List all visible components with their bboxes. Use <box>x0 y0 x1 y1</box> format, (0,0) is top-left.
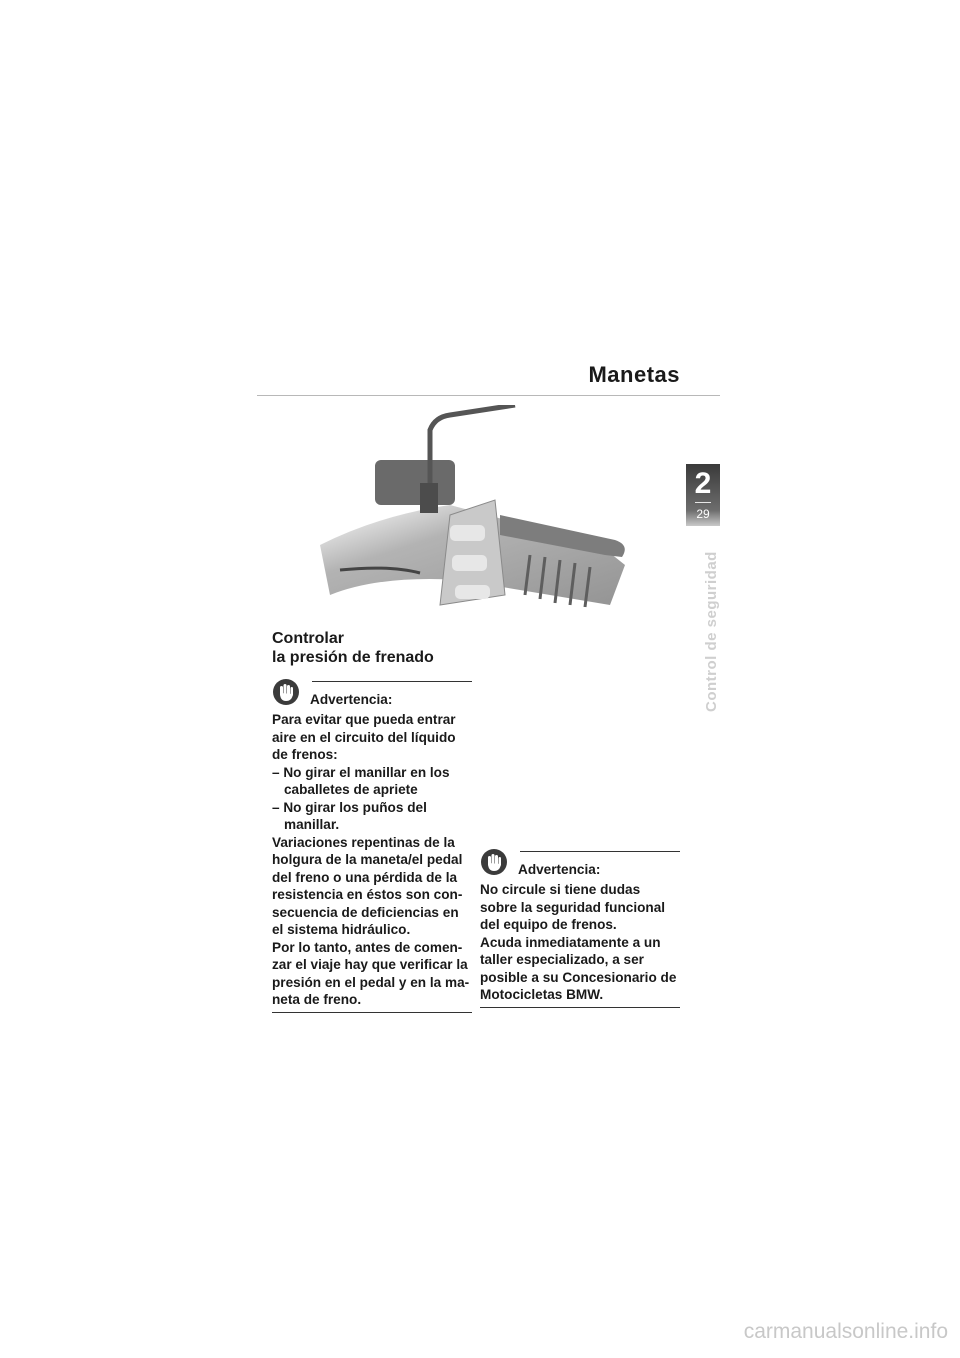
section-side-label <box>688 551 720 742</box>
warning-box-1 <box>272 681 472 1013</box>
section-heading-line1: Controlar <box>272 630 344 647</box>
warning-title: Advertencia: <box>518 862 601 877</box>
warning-text: No circule si tiene dudas sobre la seguridad funcional del equipo de frenos. <box>480 882 666 932</box>
section-side-label-text: Control de seguridad <box>703 551 720 712</box>
section-heading-line2: la presión de frenado <box>272 649 434 666</box>
watermark: carmanualsonline.info <box>743 1320 948 1343</box>
warning-divider <box>520 851 680 852</box>
warning-text: Variaciones repentinas de la holgura de la maneta/el pedal del freno o una pérdida de la resistencia en éstos son con- secuencia de deficiencias en el sistema hidráulico. <box>272 834 463 937</box>
warning-divider <box>312 681 472 682</box>
warning-bottom-divider <box>272 1012 472 1013</box>
warning-title: Advertencia: <box>310 692 393 707</box>
hand-stop-icon <box>272 678 300 706</box>
warning-text: Por lo tanto, antes de comen- zar el viaje hay que verificar la presión en el pedal y en la ma- neta de freno. <box>272 939 470 1007</box>
warning-box-2 <box>480 851 680 1008</box>
page-title: Manetas <box>588 362 680 387</box>
warning-text: Acuda inmediatamente a un taller especializado, a ser posible a su Concesionario de Motocicletas BMW. <box>480 934 677 1002</box>
section-heading <box>272 629 472 667</box>
brake-lever-illustration <box>300 405 630 625</box>
chapter-tab <box>686 464 720 526</box>
header-divider <box>257 395 720 396</box>
warning-bottom-divider <box>480 1007 680 1008</box>
chapter-number: 2 <box>694 467 712 500</box>
hand-stop-icon <box>480 848 508 876</box>
chapter-divider <box>695 502 711 503</box>
warning-list-item: – No girar el manillar en los caballetes de apriete <box>272 764 450 797</box>
page-number: 29 <box>696 507 710 521</box>
warning-text: Para evitar que pueda entrar aire en el circuito del líquido de frenos: <box>272 712 456 762</box>
warning-list-item: – No girar los puños del manillar. <box>272 799 427 832</box>
